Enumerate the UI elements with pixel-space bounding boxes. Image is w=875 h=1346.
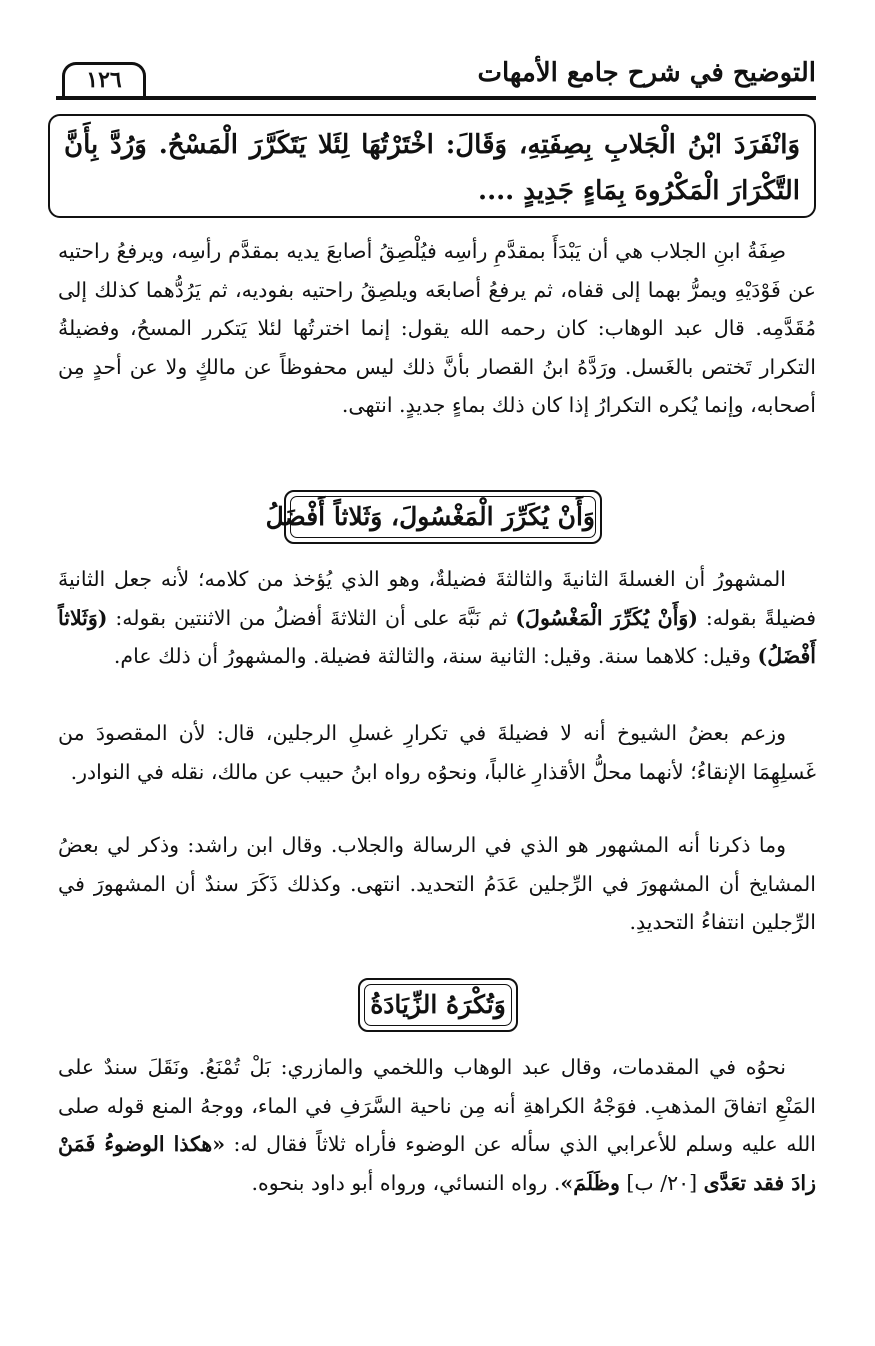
matn-text: وَانْفَرَدَ ابْنُ الْجَلابِ بِصِفَتِهِ، وَقَالَ: اخْتَرْتُهَا لِئَلا يَتَكَرَّرَ الْمَسْحُ. وَرُدَّ بِأَنَّ التَّكْرَارَ الْمَكْرُوهَ بِمَاءٍ جَدِيدٍ .... (64, 130, 800, 206)
matn-heading-1 (265, 490, 602, 544)
paragraph-2-text-c: وقيل: كلاهما سنة. وقيل: الثانية سنة، والثالثة فضيلة. والمشهورُ أن ذلك عام. (113, 644, 758, 668)
paragraph-2-text-b: ثم نَبَّهَ على أن الثلاثةَ أفضلُ من الاثنتين بقوله: (107, 605, 516, 630)
paragraph-2-text-a: المشهورُ أن الغسلةَ الثانيةَ والثالثةَ فضيلةٌ، وهو الذي يُؤخذ من كلامه؛ لأنه جعل الثانيةَ فضيلةً بقوله: (58, 567, 817, 630)
paragraph-2-quote-2: (وَثَلاثاً أَفْضَلُ) (58, 605, 816, 668)
matn-heading-1-text: وَأَنْ يُكَرِّرَ الْمَغْسُولَ، وَثَلاثاً أَفْضَلُ (290, 496, 596, 538)
commentary-paragraph-4: وما ذكرنا أنه المشهور هو الذي في الرسالة والجلاب. وقال ابن راشد: وذكر لي بعضُ المشايخ أن المشهورَ في الرِّجلين عَدَمُ التحديد. انتهى. وكذلك ذَكَرَ سندٌ أن المشهورَ في الرِّجلين انتفاءُ التحديدِ. (58, 833, 816, 934)
page-number-frame (62, 62, 146, 97)
running-title: التوضيح في شرح جامع الأمهات (477, 58, 816, 88)
header-rule (56, 96, 816, 100)
commentary-paragraph-5 (58, 1048, 816, 1202)
paragraph-5-hadith-quote-end: وظَلَمَ» (560, 1170, 620, 1195)
commentary-paragraph-1: صِفَةُ ابنِ الجلاب هي أن يَبْدَأَ بمقدَّمِ رأسِه فيُلْصِقُ أصابعَ يديه بمقدَّم رأسِه، ويرفعُ راحتيه عن فَوْدَيْهِ ويمرُّ بهما إلى قفاه، ثم يرفعُ أصابعَه ويلصِقُ راحتيه بفوديه، ثم يَرُدُّهما كذلك إلى مُقَدَّمِه. قال عبد الوهاب: كان رحمه الله يقول: إنما اخترتُها لئلا يَتكرر المسحُ، وفضيلةُ التكرار تَختص بالغَسل. ورَدَّهُ ابنُ القصار بأنَّ ذلك ليس محفوظاً عن مالكٍ ولا عن أحدٍ مِن أصحابه، وإنما يُكره التكرارُ إذا كان ذلك بماءٍ جديدٍ. انتهى. (58, 239, 816, 417)
paragraph-5-text-a: نحوُه في المقدمات، وقال عبد الوهاب واللخمي والمازري: بَلْ تُمْنَعُ. ونَقَلَ سندٌ على المَنْعِ اتفاقَ المذهبِ. فوَجْهُ الكراهةِ أنه مِن ناحية السَّرَفِ في الماء، ووجهُ المنع قوله صلى الله عليه وسلم للأعرابي الذي سأله عن الوضوء فأراه ثلاثاً فقال له: (58, 1055, 816, 1156)
paragraph-2-quote-1: (وَأَنْ يُكَرِّرَ الْمَغْسُولَ) (515, 605, 698, 630)
manuscript-folio-marker: [٢٠/ ب] (619, 1170, 704, 1195)
matn-heading-2-text: وَتُكْرَهُ الزِّيَادَةُ (364, 984, 512, 1026)
commentary-paragraph-3: وزعم بعضُ الشيوخ أنه لا فضيلةَ في تكرارِ غسلِ الرجلين، قال: لأن المقصودَ من غَسلِهِمَا الإنقاءُ؛ لأنهما محلُّ الأقذارِ غالباً، ونحوُه رواه ابنُ حبيب عن مالك، نقله في النوادر. (58, 721, 816, 784)
page-header (56, 56, 816, 100)
matn-heading-2 (358, 978, 518, 1032)
matn-text-box (48, 114, 816, 218)
commentary-paragraph-2 (58, 560, 816, 676)
paragraph-5-hadith-quote: «هكذا الوضوءُ فَمَنْ زادَ فقد تعَدَّى (58, 1132, 816, 1195)
paragraph-5-text-b: . رواه النسائي، ورواه أبو داود بنحوه. (251, 1170, 561, 1195)
page-number: ١٢٦ (86, 67, 122, 93)
